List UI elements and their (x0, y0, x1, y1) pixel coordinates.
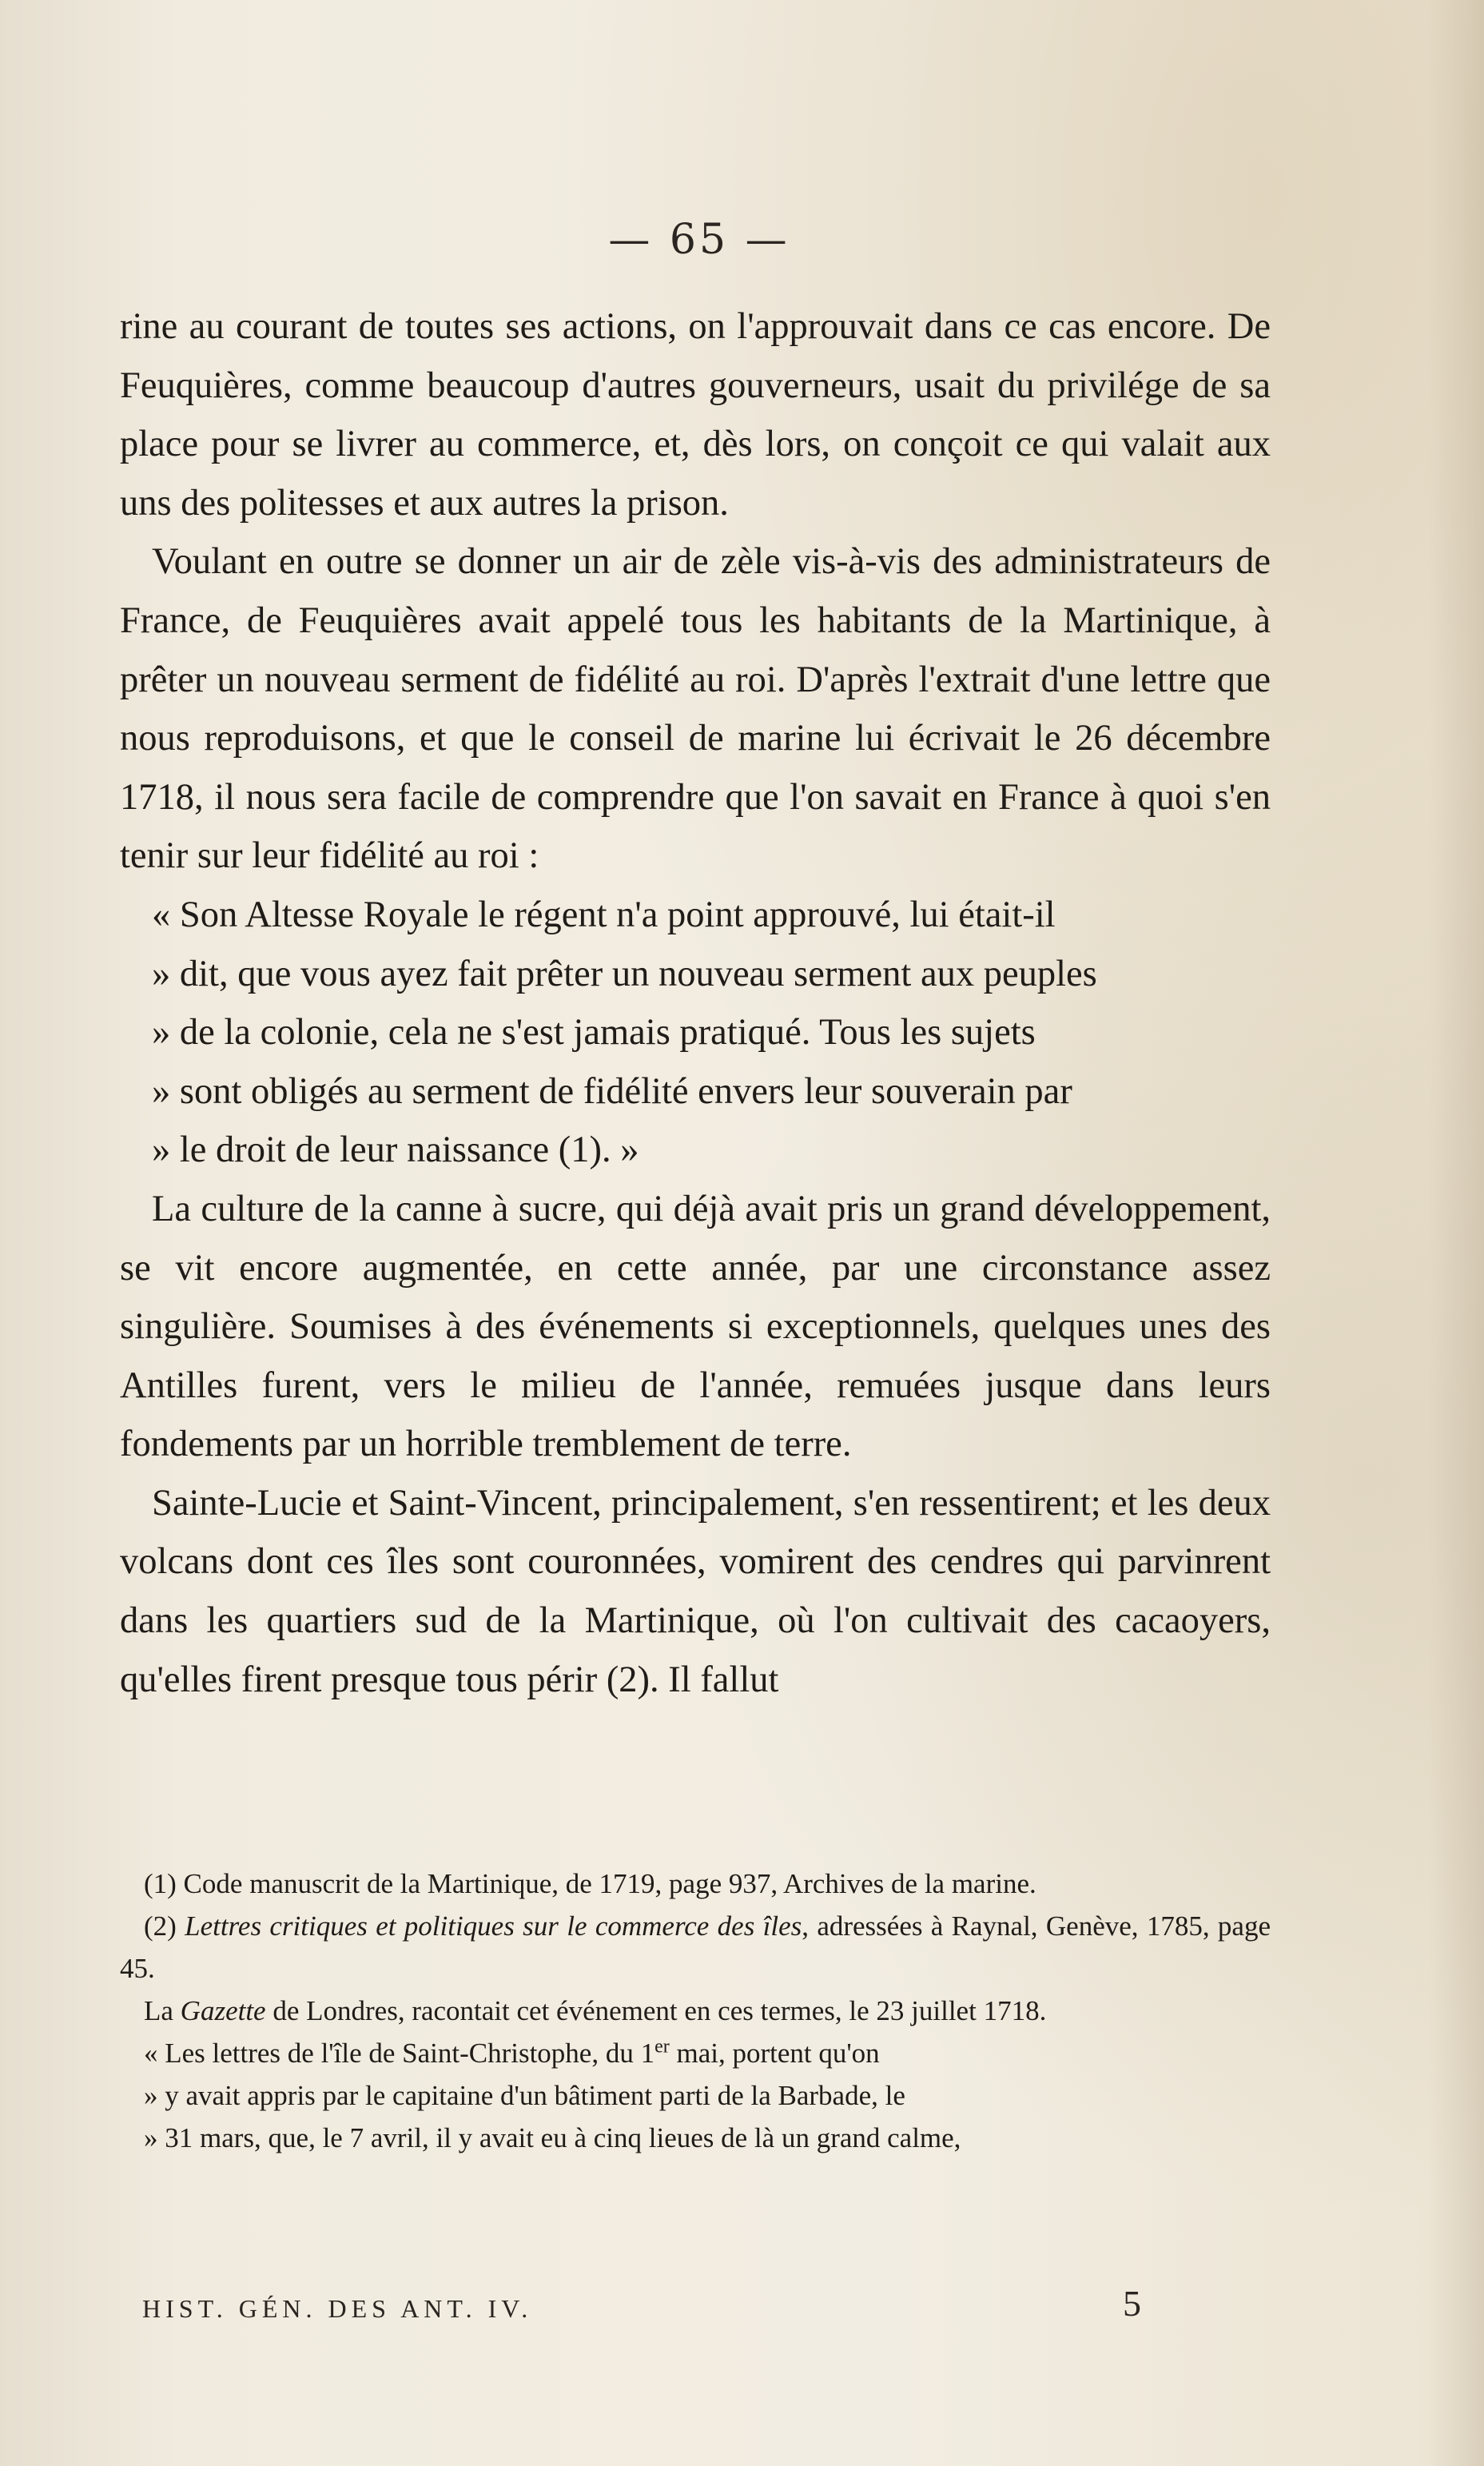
footnote-quote-text: « Les lettres de l'île de Saint-Christophe, du 1 (144, 2038, 655, 2069)
quote-line: » le droit de leur naissance (1). » (152, 1129, 639, 1171)
quote-line: « Son Altesse Royale le régent n'a point approuvé, lui était-il (152, 894, 1056, 935)
footnote-quote-text: mai, portent qu'on (669, 2038, 880, 2069)
paragraph-2: Voulant en outre se donner un air de zèle vis-à-vis des administrateurs de France, de Feuquières avait appelé tous les habitants de la Martinique, à prêter un nouveau serment de fidélité au roi. D'après l'extrait d'une lettre que nous reproduisons, et que le conseil de marine lui écrivait le 26 décembre 1718, il nous sera facile de comprendre que l'on savait en France à quoi s'en tenir sur leur fidélité au roi : (120, 541, 1271, 877)
main-text (120, 297, 1271, 1709)
footnote-2-prefix: (2) (144, 1910, 185, 1942)
footnote-3-prefix: La (144, 1995, 181, 2026)
footnote-2-title: Lettres critiques et politiques sur le commerce des îles (185, 1910, 802, 1942)
footnotes (120, 1862, 1271, 2159)
quote-line: » sont obligés au serment de fidélité envers leur souverain par (152, 1070, 1072, 1112)
signature-number: 5 (1123, 2283, 1141, 2324)
quote-block (120, 886, 1271, 1180)
footnote-quote-line: » y avait appris par le capitaine d'un bâtiment parti de la Barbade, le (144, 2080, 905, 2111)
footnote-2 (120, 1905, 1271, 1990)
footnote-quote-line (120, 2032, 1271, 2074)
footnote-3-suffix: de Londres, racontait cet événement en ces termes, le 23 juillet 1718. (265, 1995, 1047, 2026)
footnote-1: (1) Code manuscrit de la Martinique, de 1719, page 937, Archives de la marine. (144, 1868, 1036, 1899)
page-edge-shadow (1428, 0, 1484, 2466)
quote-line: » dit, que vous ayez fait prêter un nouveau serment aux peuples (152, 953, 1097, 994)
footnote-3 (120, 1990, 1271, 2032)
footnote-superscript: er (654, 2036, 670, 2058)
signature-mark: HIST. GÉN. DES ANT. IV. (142, 2294, 533, 2323)
quote-line: » de la colonie, cela ne s'est jamais pratiqué. Tous les sujets (152, 1012, 1036, 1054)
footnote-quote-line: » 31 mars, que, le 7 avril, il y avait eu à cinq lieues de là un grand calme, (144, 2122, 961, 2153)
paragraph-3: La culture de la canne à sucre, qui déjà avait pris un grand développement, se vit encore augmentée, en cette année, par une circonstance assez singulière. Soumises à des événements si exceptionnels, quelques unes des Antilles furent, vers le milieu de l'année, remuées jusque dans leurs fondements par un horrible tremblement de terre. (120, 1188, 1271, 1465)
paragraph-1: rine au courant de toutes ses actions, on l'approuvait dans ce cas encore. De Feuquières, comme beaucoup d'autres gouverneurs, usait du privilége de sa place pour se livrer au commerce, et, dès lors, on conçoit ce qui valait aux uns des politesses et aux autres la prison. (120, 306, 1271, 524)
footnote-3-title: Gazette (180, 1995, 266, 2026)
paragraph-4: Sainte-Lucie et Saint-Vincent, principalement, s'en ressentirent; et les deux volcans dont ces îles sont couronnées, vomirent des cendres qui parvinrent dans les quartiers sud de la Martinique, où l'on cultivait des cacaoyers, qu'elles firent presque tous périr (2). Il fallut (120, 1482, 1271, 1700)
page-number: — 65 — (608, 216, 790, 264)
footnote-2-suffix: , adressées à Raynal, Genève, 1785, page 45. (120, 1910, 1271, 1984)
